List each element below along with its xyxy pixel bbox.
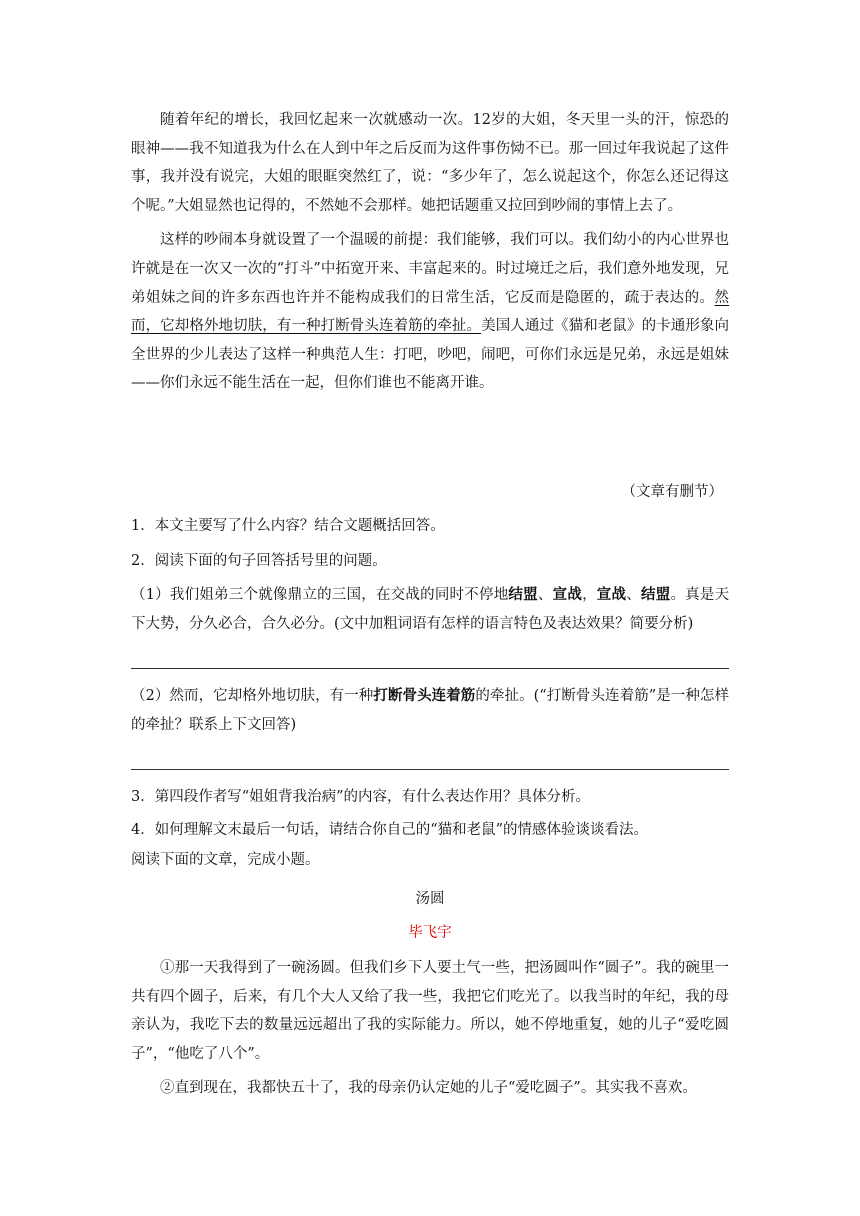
q2-2-text-c: 的牵扯。(“打断骨头连着筋”是一种怎样的牵扯？联系上下文回答) — [131, 688, 730, 733]
article2-title: 汤圆 — [415, 891, 445, 907]
article1-paragraph-2 — [131, 226, 729, 398]
article1-note — [131, 478, 729, 507]
q2-2-text-a: （2）然而，它却格外地切肤，有一种 — [131, 688, 374, 704]
bold-word-2: 宣战 — [552, 586, 583, 604]
abridged-note: （文章有删节） — [621, 484, 723, 500]
paragraph-2-text-b: 美国人通过《猫和老鼠》的卡通形象向全世界的少儿表达了这样一种典范人生：打吧，吵吧，闹吧，可你们永远是兄弟，永远是姐妹——你们永远不能生活在一起，但你们谁也不能离开谁。 — [131, 318, 730, 392]
paragraph-2-text-a: 这样的吵闹本身就设置了一个温暖的前提：我们能够，我们可以。我们幼小的内心世界也许就是在一次又一次的“打斗”中拓宽开来、丰富起来的。时过境迁之后，我们意外地发现，兄弟姐妹之间的许多东西也许并不能构成我们的日常生活，它反而是隐匿的，疏于表达的。 — [131, 232, 729, 306]
q2-1-sep-2: ， — [582, 587, 597, 604]
q2-1-sep-3: 、 — [626, 587, 641, 604]
reading-instruction: 阅读下面的文章，完成小题。 — [131, 852, 320, 869]
questions-block-3 — [131, 783, 729, 875]
bold-phrase: 打断骨头连着筋 — [373, 687, 476, 704]
article2-paragraph-2: ②直到现在，我都快五十了，我的母亲仍认定她的儿子“爱吃圆子”。其实我不喜欢。 — [160, 1080, 697, 1097]
q2-1-sep-1: 、 — [537, 587, 553, 604]
article2-author: 毕飞宇 — [408, 925, 452, 941]
bold-word-4: 结盟 — [640, 586, 671, 604]
question-2: 2．阅读下面的句子回答括号里的问题。 — [131, 552, 387, 569]
question-4: 4．如何理解文末最后一句话，请结合你自己的“猫和老鼠”的情感体验谈谈看法。 — [131, 821, 649, 838]
article1-paragraph-1: 随着年纪的增长，我回忆起来一次就感动一次。12岁的大姐，冬天里一头的汗，惊恐的眼神——我不知道我为什么在人到中年之后反而为这件事伤恸不已。那一回过年我说起了这件事，我并没有说完，大姐的眼眶突然红了，说：“多少年了，怎么说起这个，你怎么还记得这个呢。”大姐显然也记得的，不然她不会那样。她把话题重又拉回到吵闹的事情上去了。 — [131, 112, 729, 214]
answer-line-1 — [131, 668, 729, 669]
q2-1-text-c: 。真是天下大势，分久必合，合久必分。(文中加粗词语有怎样的语言特色及表达效果？简要分析) — [131, 587, 730, 632]
article1-body — [131, 106, 729, 398]
question-1: 1．本文主要写了什么内容？结合文题概括回答。 — [131, 518, 445, 534]
article2-header — [131, 889, 729, 943]
article2-paragraph-1: ①那一天我得到了一碗汤圆。但我们乡下人要土气一些，把汤圆叫作“圆子”。我的碗里一共有四个圆子，后来，有几个大人又给了我一些，我把它们吃光了。以我当时的年纪，我的母亲认为，我吃下去的数量远远超出了我的实际能力。所以，她不停地重复，她的儿子“爱吃圆子”，“他吃了八个”。 — [131, 960, 729, 1062]
question-2-1 — [131, 581, 729, 638]
article2-body — [131, 954, 729, 1103]
q2-1-text-a: （1）我们姐弟三个就像鼎立的三国，在交战的同时不停地 — [131, 587, 509, 604]
questions-block-1 — [131, 512, 729, 638]
bold-word-3: 宣战 — [596, 586, 627, 604]
question-3: 3．第四段作者写“姐姐背我治病”的内容，有什么表达作用？具体分析。 — [131, 789, 591, 805]
answer-line-2 — [131, 769, 729, 770]
questions-block-2 — [131, 682, 729, 739]
underlined-sentence: 然而，它却格外地切肤，有一种打断骨头连着筋的牵扯。 — [131, 289, 729, 335]
question-2-2 — [131, 682, 729, 739]
bold-word-1: 结盟 — [508, 586, 538, 604]
